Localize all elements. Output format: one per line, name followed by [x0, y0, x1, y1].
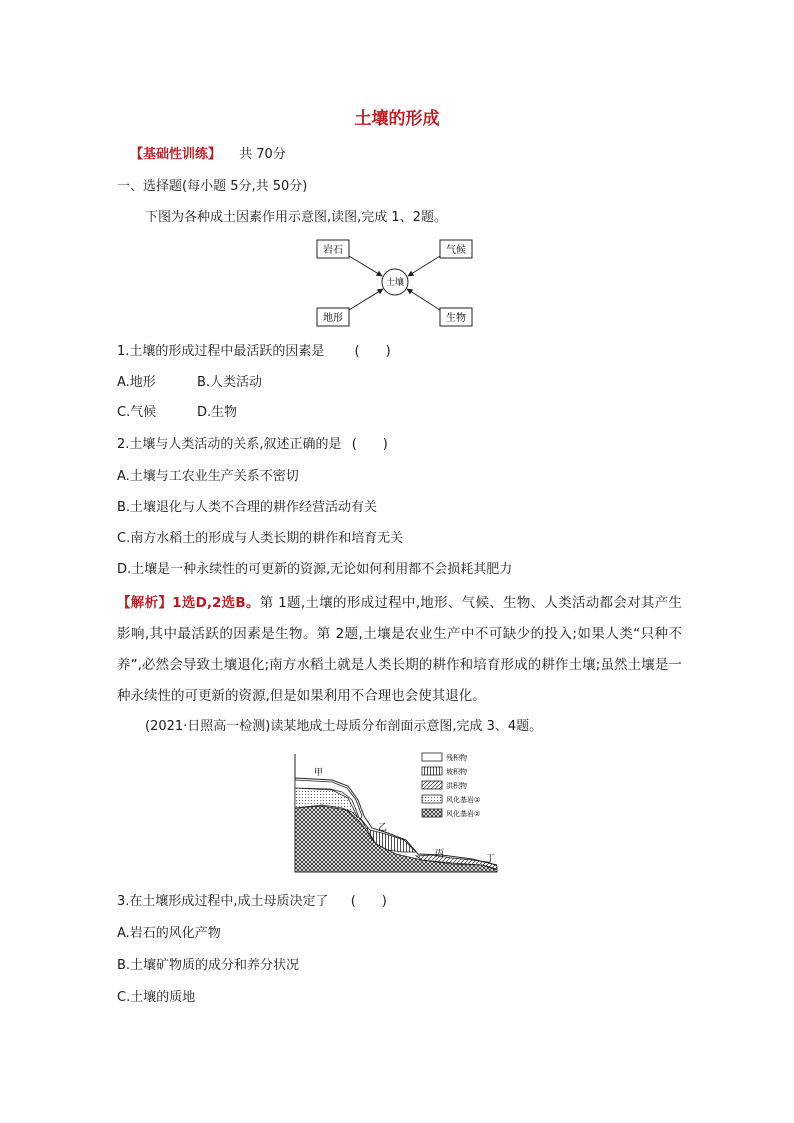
q1-option-a: A.地形 — [117, 375, 156, 390]
label-terrain: 地形 — [323, 313, 343, 324]
question-2 — [117, 435, 388, 455]
label-jia: 甲 — [314, 768, 324, 778]
q2-option-b: B.土壤退化与人类不合理的耕作经营活动有关 — [117, 500, 378, 515]
q3-option-a: A.岩石的风化产物 — [117, 926, 221, 941]
question-1-stem: 1.土壤的形成过程中最活跃的因素是 — [117, 344, 325, 359]
analysis-body: 第 1题,土壤的形成过程中,地形、气候、生物、人类活动都会对其产生影响,其中最活跃的因素是生物。第 2题,土壤是农业生产中不可缺少的投入;如果人类“只种不养”,必然会导致土壤退化;南方水稻土就是人类长期的耕作和培育形成的耕作土壤;虽然土壤是一种永续性的可更新的资源,但是如果利用不合理也会使其退化。 — [117, 595, 682, 704]
label-climate: 气候 — [446, 245, 466, 256]
parent-material-profile-diagram — [292, 748, 504, 876]
part-heading: 一、选择题(每小题 5分,共 50分) — [117, 179, 308, 194]
answer-paren: ( ) — [350, 894, 387, 909]
q3-option-c: C.土壤的质地 — [117, 990, 196, 1005]
question-2-stem: 2.土壤与人类活动的关系,叙述正确的是 — [117, 437, 342, 452]
q3-option-b: B.土壤矿物质的成分和养分状况 — [117, 958, 300, 973]
q1-option-b: B.人类活动 — [197, 375, 263, 390]
label-ding: 丁 — [486, 854, 496, 864]
intro-text-1: 下图为各种成土因素作用示意图,读图,完成 1、2题。 — [145, 210, 447, 225]
label-biology: 生物 — [446, 313, 466, 324]
question-1 — [117, 342, 391, 362]
question-3-stem: 3.在土壤形成过程中,成土母质决定了 — [117, 894, 329, 909]
answer-paren: ( ) — [354, 344, 391, 359]
legend-bedrock-2: 风化基岩② — [446, 810, 481, 818]
page-title: 土壤的形成 — [354, 109, 440, 129]
q1-option-d: D.生物 — [197, 405, 238, 420]
section-header — [130, 145, 286, 165]
label-rock: 岩石 — [323, 245, 343, 256]
diagram-legend — [422, 753, 480, 818]
q1-option-c: C.气候 — [117, 405, 157, 420]
legend-bedrock-1: 风化基岩① — [446, 796, 481, 804]
q2-option-a: A.土壤与工农业生产关系不密切 — [117, 469, 299, 484]
analysis-label: 【解析】1选D,2选B。 — [117, 595, 260, 611]
label-bing: 丙 — [435, 849, 445, 859]
label-yi: 乙 — [378, 823, 388, 833]
analysis-paragraph — [117, 588, 682, 712]
q2-option-c: C.南方水稻土的形成与人类长期的耕作和培育无关 — [117, 531, 404, 546]
question-3 — [117, 892, 387, 912]
section-score: 共 70分 — [239, 147, 286, 162]
legend-slope: 坡积物 — [446, 768, 467, 776]
legend-residual: 残积物 — [446, 754, 467, 762]
legend-flood: 洪积物 — [446, 782, 467, 790]
soil-factors-diagram — [310, 236, 480, 330]
label-soil: 土壤 — [385, 278, 405, 288]
intro-text-2: (2021·日照高一检测)读某地成土母质分布剖面示意图,完成 3、4题。 — [145, 719, 543, 734]
answer-paren: ( ) — [351, 437, 388, 452]
q2-option-d: D.土壤是一种永续性的可更新的资源,无论如何利用都不会损耗其肥力 — [117, 562, 513, 577]
section-tag: 【基础性训练】 — [130, 147, 222, 162]
